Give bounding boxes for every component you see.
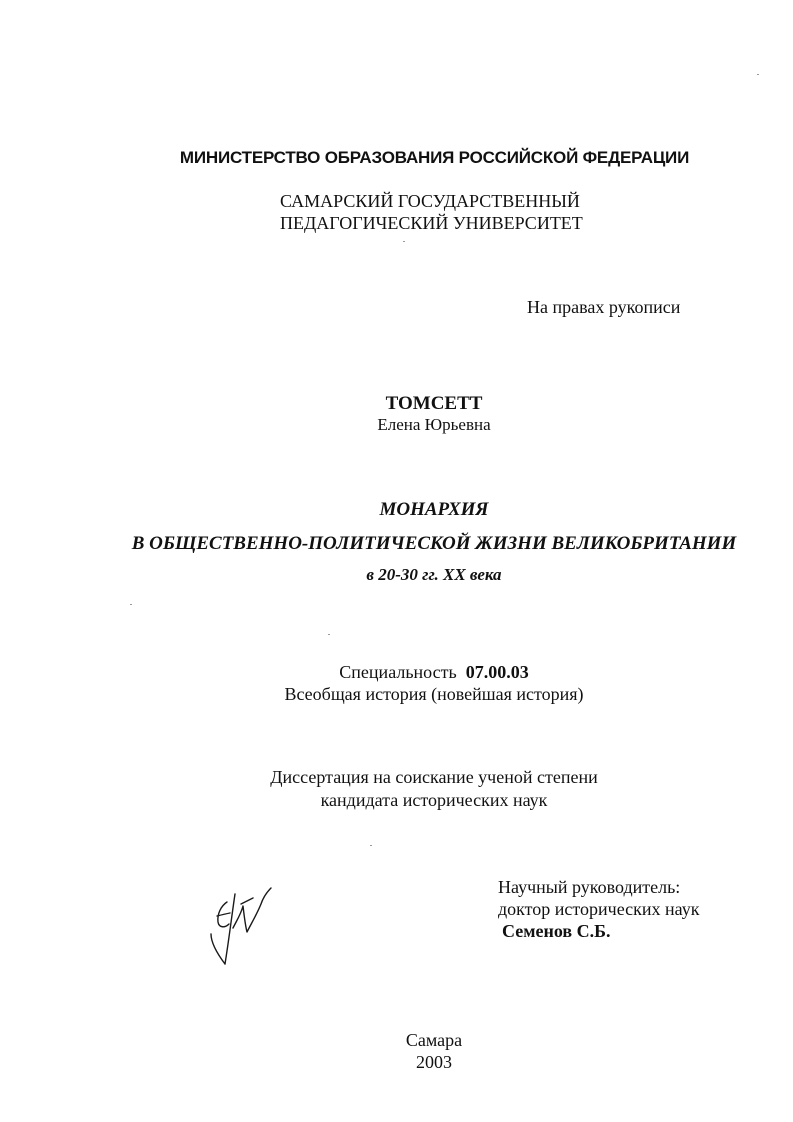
scan-speck: [757, 74, 759, 75]
author-first-names: Елена Юрьевна: [377, 415, 491, 434]
thesis-title-line-1: МОНАРХИЯ: [379, 499, 489, 520]
university-line-2: ПЕДАГОГИЧЕСКИЙ УНИВЕРСИТЕТ: [280, 213, 583, 233]
scan-speck: [328, 634, 330, 635]
specialty-field: Всеобщая история (новейшая история): [284, 684, 584, 704]
author-surname: ТОМСЕТТ: [385, 393, 483, 414]
scan-speck: [130, 604, 132, 605]
handwritten-signature: [205, 884, 277, 968]
specialty-code: 07.00.03: [465, 662, 529, 682]
university-line-1: САМАРСКИЙ ГОСУДАРСТВЕННЫЙ: [280, 191, 580, 211]
year: 2003: [416, 1052, 452, 1072]
supervisor-label: Научный руководитель:: [498, 877, 681, 897]
rights-note: На правах рукописи: [527, 297, 681, 317]
degree-line-2: кандидата исторических наук: [320, 790, 548, 810]
specialty-label: Специальность: [339, 662, 457, 682]
city: Самара: [405, 1030, 463, 1050]
supervisor-block: [498, 876, 700, 942]
scan-speck: [403, 241, 405, 242]
supervisor-degree: доктор исторических наук: [498, 899, 700, 919]
degree-line-1: Диссертация на соискание ученой степени: [270, 767, 598, 787]
ministry-name: МИНИСТЕРСТВО ОБРАЗОВАНИЯ РОССИЙСКОЙ ФЕДЕРАЦИИ: [179, 148, 690, 167]
thesis-title-line-2: В ОБЩЕСТВЕННО-ПОЛИТИЧЕСКОЙ ЖИЗНИ ВЕЛИКОБРИТАНИИ: [131, 533, 737, 554]
scan-speck: [370, 845, 372, 846]
supervisor-name: Семенов С.Б.: [502, 921, 611, 941]
specialty-line: [0, 662, 793, 683]
thesis-title-line-3: в 20-30 гг. ХХ века: [366, 565, 502, 584]
university-name: [280, 190, 583, 234]
